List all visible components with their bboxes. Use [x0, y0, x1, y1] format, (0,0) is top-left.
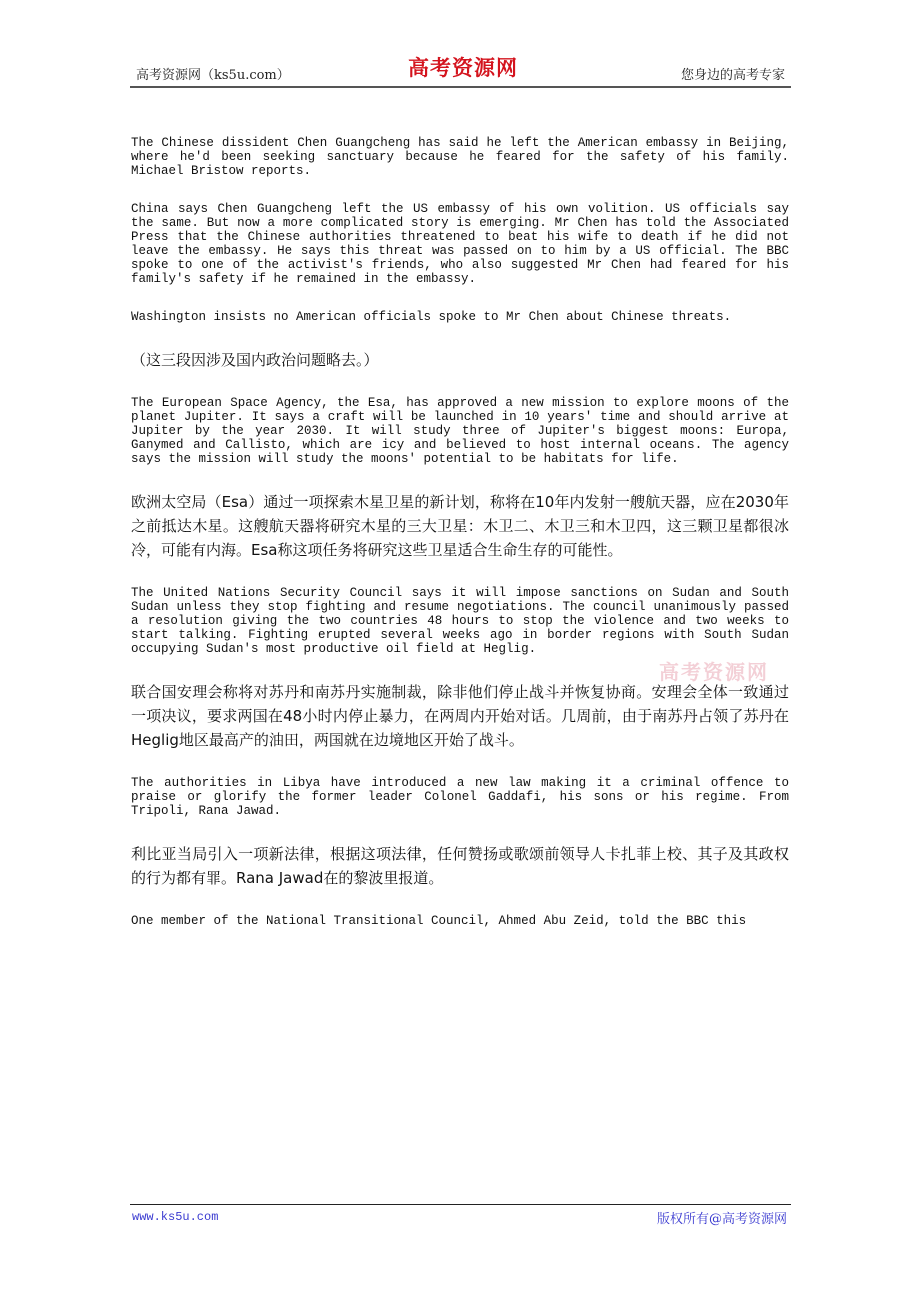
paragraph: The authorities in Libya have introduced a new law making it a criminal offence to praise or glorify the former leader Colonel Gaddafi, his sons or his regime. From Tripoli, Rana Jawad.	[131, 776, 789, 818]
page-footer	[130, 1204, 791, 1265]
header-slogan: 您身边的高考专家	[680, 68, 785, 83]
paragraph: China says Chen Guangcheng left the US embassy of his own volition. US officials say the same. But now a more complicated story is emerging. Mr Chen has told the Associated Press that the Chinese authorities threatened to beat his wife to death if he did not leave the embassy. He says this threat was passed on to him by a US official. The BBC spoke to one of the activist's friends, who also suggested Mr Chen had feared for his family's safety if he remained in the embassy.	[131, 202, 789, 286]
paragraph: 联合国安理会称将对苏丹和南苏丹实施制裁，除非他们停止战斗并恢复协商。安理会全体一致通过一项决议，要求两国在48小时内停止暴力，在两周内开始对话。几周前，由于南苏丹占领了苏丹在Heglig地区最高产的油田，两国就在边境地区开始了战斗。	[131, 683, 789, 749]
watermark: 高考资源网	[659, 660, 769, 684]
paragraph: 欧洲太空局（Esa）通过一项探索木星卫星的新计划，称将在10年内发射一艘航天器，应在2030年之前抵达木星。这艘航天器将研究木星的三大卫星：木卫二、木卫三和木卫四，这三颗卫星都很冰冷，可能有内海。Esa称这项任务将研究这些卫星适合生命生存的可能性。	[131, 493, 789, 559]
paragraph: Washington insists no American officials spoke to Mr Chen about Chinese threats.	[131, 310, 732, 324]
paragraph: The United Nations Security Council says it will impose sanctions on Sudan and South Sudan unless they stop fighting and resume negotiations. The council unanimously passed a resolution giving the two countries 48 hours to stop the violence and two weeks to start talking. Fighting erupted several weeks ago in border regions with South Sudan occupying Sudan's most productive oil field at Heglig.	[131, 586, 789, 656]
paragraph: The Chinese dissident Chen Guangcheng has said he left the American embassy in Beijing, where he'd been seeking sanctuary because he feared for the safety of his family. Michael Bristow reports.	[131, 136, 789, 178]
header-site-name: 高考资源网（ks5u.com）	[136, 68, 290, 83]
footer-link[interactable]: www.ks5u.com	[132, 1210, 219, 1224]
paragraph: One member of the National Transitional Council, Ahmed Abu Zeid, told the BBC this	[131, 914, 747, 928]
paragraph: 利比亚当局引入一项新法律，根据这项法律，任何赞扬或歌颂前领导人卡扎菲上校、其子及其政权的行为都有罪。Rana Jawad在的黎波里报道。	[131, 845, 789, 887]
header-logo: 高考资源网	[408, 55, 518, 80]
document-body	[131, 0, 789, 1192]
paragraph: The European Space Agency, the Esa, has approved a new mission to explore moons of the planet Jupiter. It says a craft will be launched in 10 years' time and should arrive at Jupiter by the year 2030. It will study three of Jupiter's biggest moons: Europa, Ganymed and Callisto, which are icy and believed to host internal oceans. The agency says the mission will study the moons' potential to be habitats for life.	[131, 396, 789, 466]
footer-copyright: 版权所有@高考资源网	[656, 1212, 787, 1227]
paragraph: （这三段因涉及国内政治问题略去。）	[131, 351, 379, 369]
